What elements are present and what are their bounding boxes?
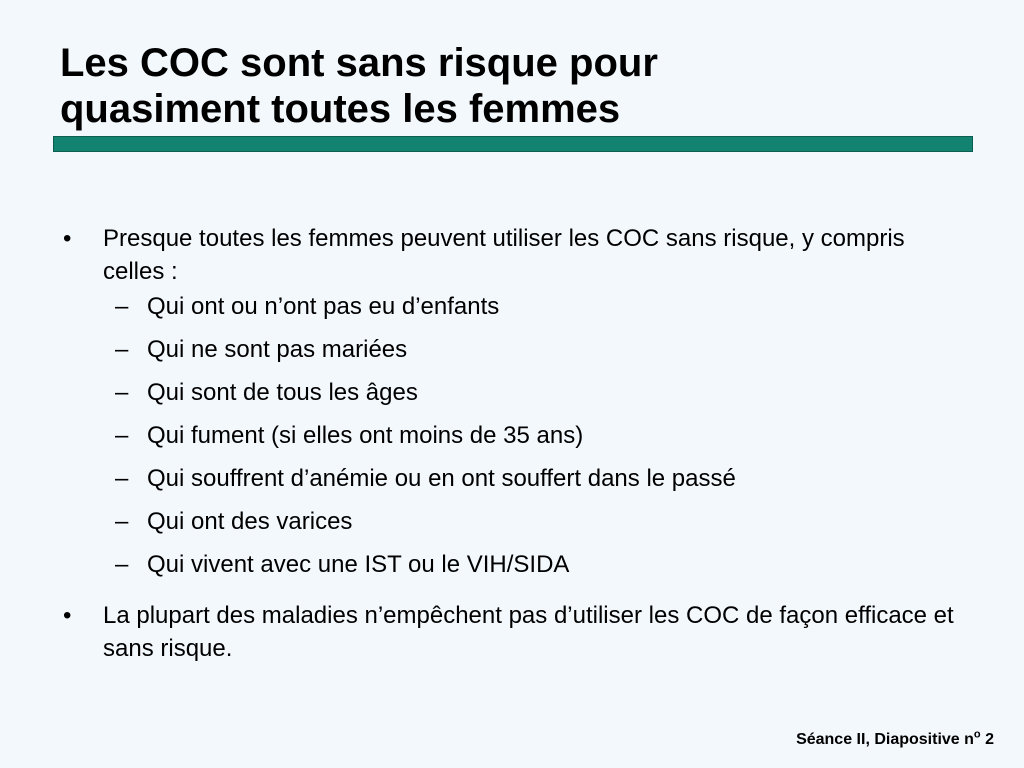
sub-item [60,422,960,450]
footer-superscript: o [973,728,981,741]
footer-label: Séance II, Diapositive n [796,731,974,748]
sub-item-text: Qui sont de tous les âges [147,379,418,406]
sub-item [60,379,960,407]
slide-title-line-1: Les COC sont sans risque pour [60,41,658,85]
bullet-marker: • [63,602,72,629]
title-divider-bar [53,136,973,152]
bullet-text-2: La plupart des maladies n’empêchent pas d’utiliser les COC de façon efficace et sans risque. [103,602,954,662]
bullet-text-1: Presque toutes les femmes peuvent utiliser les COC sans risque, y compris celles : [103,225,905,285]
sub-item [60,293,960,321]
bullet-item-1 [60,222,960,288]
sub-item [60,336,960,364]
dash-marker: – [115,465,129,492]
dash-marker: – [115,293,129,320]
sub-item-text: Qui vivent avec une IST ou le VIH/SIDA [147,551,570,578]
dash-marker: – [115,551,129,578]
sub-item-text: Qui fument (si elles ont moins de 35 ans) [147,422,584,449]
dash-marker: – [115,508,129,535]
sub-item [60,508,960,536]
sub-item-text: Qui souffrent d’anémie ou en ont souffert dans le passé [147,465,736,492]
footer-slide-number: 2 [985,731,994,748]
bullet-marker: • [63,225,72,252]
sub-list [60,293,960,579]
slide-body [60,222,960,665]
sub-item-text: Qui ne sont pas mariées [147,336,408,363]
slide-title [60,40,960,132]
dash-marker: – [115,379,129,406]
sub-item-text: Qui ont ou n’ont pas eu d’enfants [147,293,500,320]
slide-footer [796,728,994,749]
sub-item [60,465,960,493]
dash-marker: – [115,336,129,363]
dash-marker: – [115,422,129,449]
sub-item-text: Qui ont des varices [147,508,353,535]
slide-title-line-2: quasiment toutes les femmes [60,87,621,131]
bullet-item-2 [60,599,960,665]
sub-item [60,551,960,579]
